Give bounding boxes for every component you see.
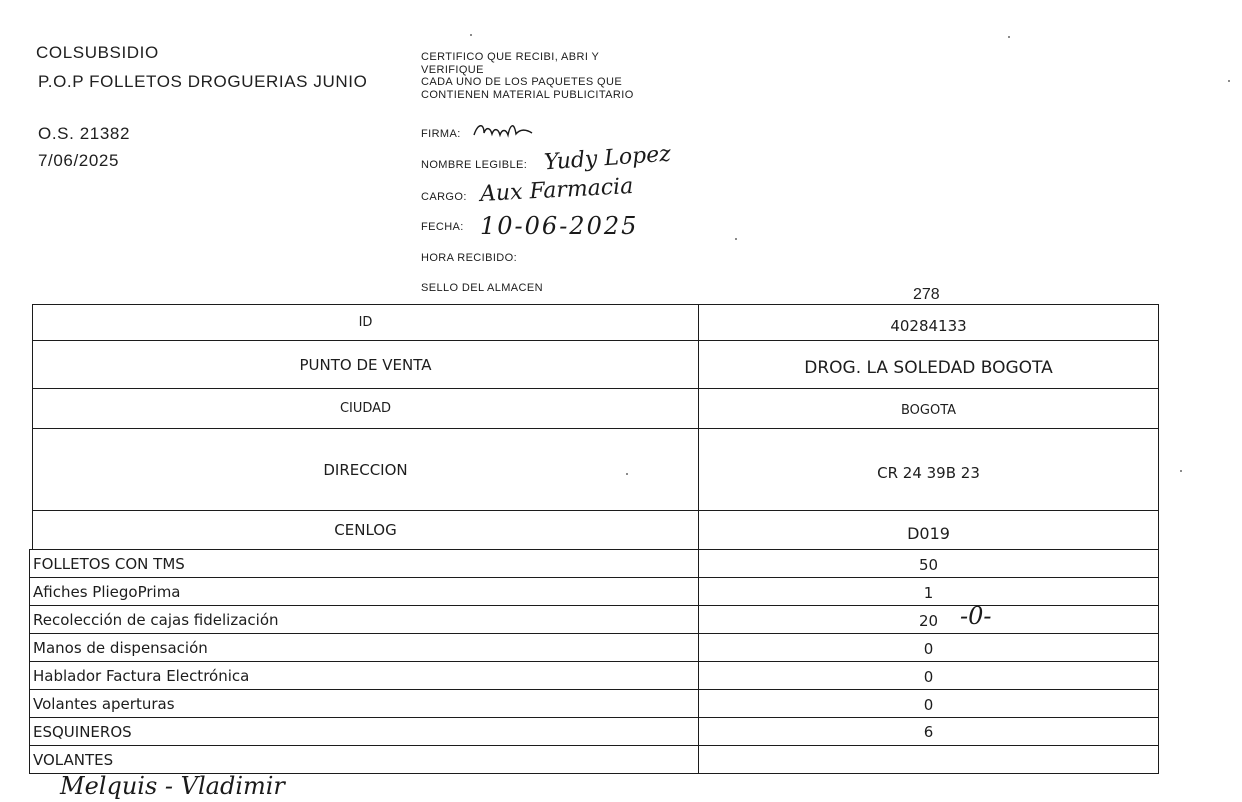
- table-row-value: 50: [918, 556, 939, 574]
- certification-line: VERIFIQUE: [421, 63, 484, 76]
- table-row-value: D019: [907, 523, 950, 543]
- scan-speck: [470, 34, 472, 36]
- firma-label: FIRMA:: [421, 128, 461, 140]
- scan-speck: [735, 238, 737, 240]
- table-row-label: VOLANTES: [33, 750, 114, 769]
- certification-line: CADA UNO DE LOS PAQUETES QUE: [421, 76, 623, 88]
- cargo-value: Aux Farmacia: [479, 174, 634, 207]
- table-row-value: BOGOTA: [900, 403, 957, 418]
- certification-line: CERTIFICO QUE RECIBI, ABRI Y: [421, 51, 600, 63]
- table-row-value: DROG. LA SOLEDAD BOGOTA: [804, 358, 1053, 378]
- campaign-title: P.O.P FOLLETOS DROGUERIAS JUNIO: [38, 72, 368, 91]
- fecha-label: FECHA:: [421, 221, 464, 233]
- table-row-value: 0: [923, 668, 934, 686]
- table-row-label: Volantes aperturas: [33, 694, 175, 713]
- scan-speck: [1228, 80, 1230, 82]
- certification-line: CONTIENEN MATERIAL PUBLICITARIO: [421, 88, 634, 101]
- document-date: 7/06/2025: [38, 151, 120, 170]
- table-row-label: DIRECCION: [323, 460, 408, 479]
- nombre-label: NOMBRE LEGIBLE:: [421, 159, 528, 171]
- scan-speck: [1008, 36, 1010, 38]
- table-row-value: 20: [918, 612, 939, 630]
- scan-speck: [1180, 470, 1182, 472]
- handwritten-name: Melquis - Vladimir: [60, 772, 285, 800]
- hora-label: HORA RECIBIDO:: [421, 252, 518, 264]
- certification-text: [421, 51, 634, 101]
- signature-mark: [470, 117, 560, 143]
- table-row-label: FOLLETOS CON TMS: [33, 554, 185, 573]
- table-row-label: Recolección de cajas fidelización: [33, 610, 279, 629]
- table-row-label: Hablador Factura Electrónica: [33, 666, 250, 685]
- company-name: COLSUBSIDIO: [36, 43, 159, 62]
- table-row-label: Manos de dispensación: [33, 638, 208, 657]
- cargo-label: CARGO:: [421, 191, 467, 203]
- table-row-label: ESQUINEROS: [33, 722, 132, 741]
- table-row-value: 0: [923, 640, 934, 658]
- sello-label: SELLO DEL ALMACEN: [421, 282, 543, 294]
- scan-speck: [626, 473, 628, 475]
- table-row-value: [699, 746, 1158, 773]
- table-row-value: CR 24 39B 23: [877, 464, 980, 482]
- table-row-label: Afiches PliegoPrima: [33, 582, 181, 601]
- table-row-value: 1: [923, 584, 934, 602]
- fecha-value: 10-06-2025: [480, 212, 639, 240]
- table-row-value: 0: [923, 696, 934, 714]
- table-row-value: 40284133: [890, 316, 967, 335]
- table-row-label: ID: [358, 315, 373, 330]
- handwritten-mark: -0-: [960, 602, 992, 630]
- order-number: O.S. 21382: [38, 124, 131, 143]
- table-row-label: CENLOG: [334, 521, 397, 539]
- nombre-value: Yudy Lopez: [543, 141, 672, 176]
- table-row-label: CIUDAD: [339, 401, 392, 416]
- table-row-value: 6: [923, 723, 934, 741]
- table-row-label: PUNTO DE VENTA: [299, 355, 432, 374]
- page-number: 278: [913, 286, 940, 303]
